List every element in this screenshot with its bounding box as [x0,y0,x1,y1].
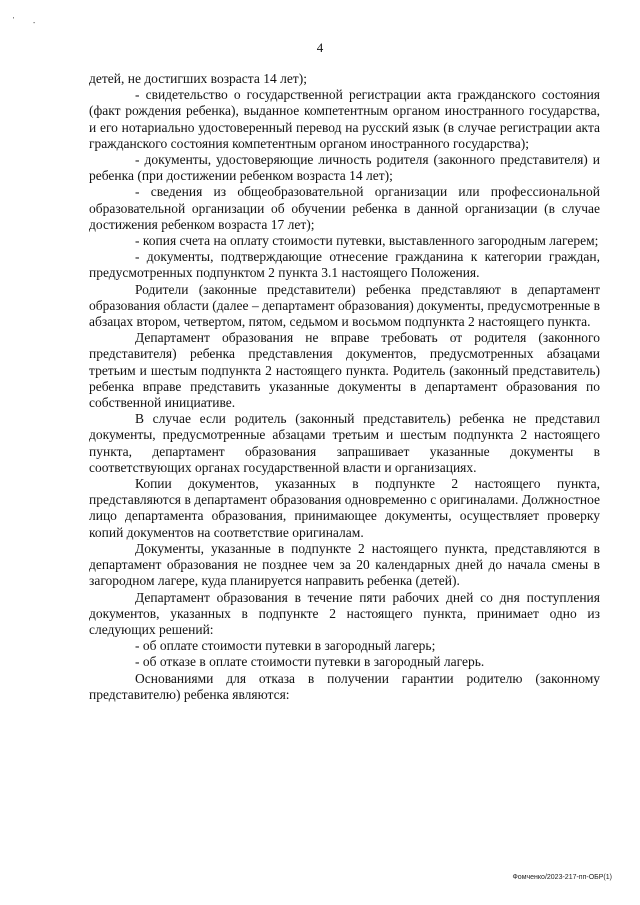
list-item: - сведения из общеобразовательной организации или профессиональной образовательной организации об обучении ребенка в данной организации (в случае достижения ребенком возраста 17 лет); [89,184,600,232]
list-item: - документы, удостоверяющие личность родителя (законного представителя) и ребенка (при достижении ребенком возраста 14 лет); [89,152,600,184]
paragraph: Департамент образования в течение пяти рабочих дней со дня поступления документов, указанных в подпункте 2 настоящего пункта, принимает одно из следующих решений: [89,589,600,637]
document-body [89,71,600,703]
paragraph: Основаниями для отказа в получении гарантии родителю (законному представителю) ребенка являются: [89,670,600,702]
paragraph: Копии документов, указанных в подпункте 2 настоящего пункта, представляются в департамент образования одновременно с оригиналами. Должностное лицо департамента образования, принимающее документы, осуществляет проверку копий документов на соответствие оригиналам. [89,476,600,540]
paragraph: детей, не достигших возраста 14 лет); [89,71,307,86]
paragraph: В случае если родитель (законный представитель) ребенка не представил документы, предусмотренные абзацами третьим и шестым подпункта 2 настоящего пункта, департамент образования запрашивает указанные документы в соответствующих органах государственной власти и организациях. [89,411,600,475]
scan-mark: ' [13,17,15,24]
list-item: - документы, подтверждающие отнесение гражданина к категории граждан, предусмотренных подпунктом 2 пункта 3.1 настоящего Положения. [89,249,600,281]
paragraph: Документы, указанные в подпункте 2 настоящего пункта, представляются в департамент образования не позднее чем за 20 календарных дней до начала смены в загородном лагере, куда планируется направить ребенка (детей). [89,540,600,589]
list-item: - об оплате стоимости путевки в загородный лагерь; [135,638,436,654]
scan-mark: - [33,20,36,27]
list-item: - свидетельство о государственной регистрации акта гражданского состояния (факт рождения ребенка), выданное компетентным органом иностранного государства, и его нотариально удостоверенный перевод на русский язык (в случае регистрации акта гражданского состояния компетентным органом иностранного государства); [89,87,600,151]
list-item: - об отказе в оплате стоимости путевки в загородный лагерь. [135,654,485,670]
page-number: 4 [316,40,324,55]
paragraph: Родители (законные представители) ребенка представляют в департамент образования области (далее – департамент образования) документы, предусмотренные в абзацах втором, четвертом, пятом, седьмом и восьмом подпункта 2 настоящего пункта. [89,281,600,330]
document-footer-code: Фомченко/2023-217-пп-ОБР(1) [512,874,612,881]
list-item: - копия счета на оплату стоимости путевки, выставленного загородным лагерем; [135,233,599,249]
paragraph: Департамент образования не вправе требовать от родителя (законного представителя) ребенка представления документов, предусмотренных абзацами третьим и шестым подпункта 2 настоящего пункта. Родитель (законный представитель) ребенка вправе представить указанные документы в департамент образования по собственной инициативе. [89,330,600,411]
